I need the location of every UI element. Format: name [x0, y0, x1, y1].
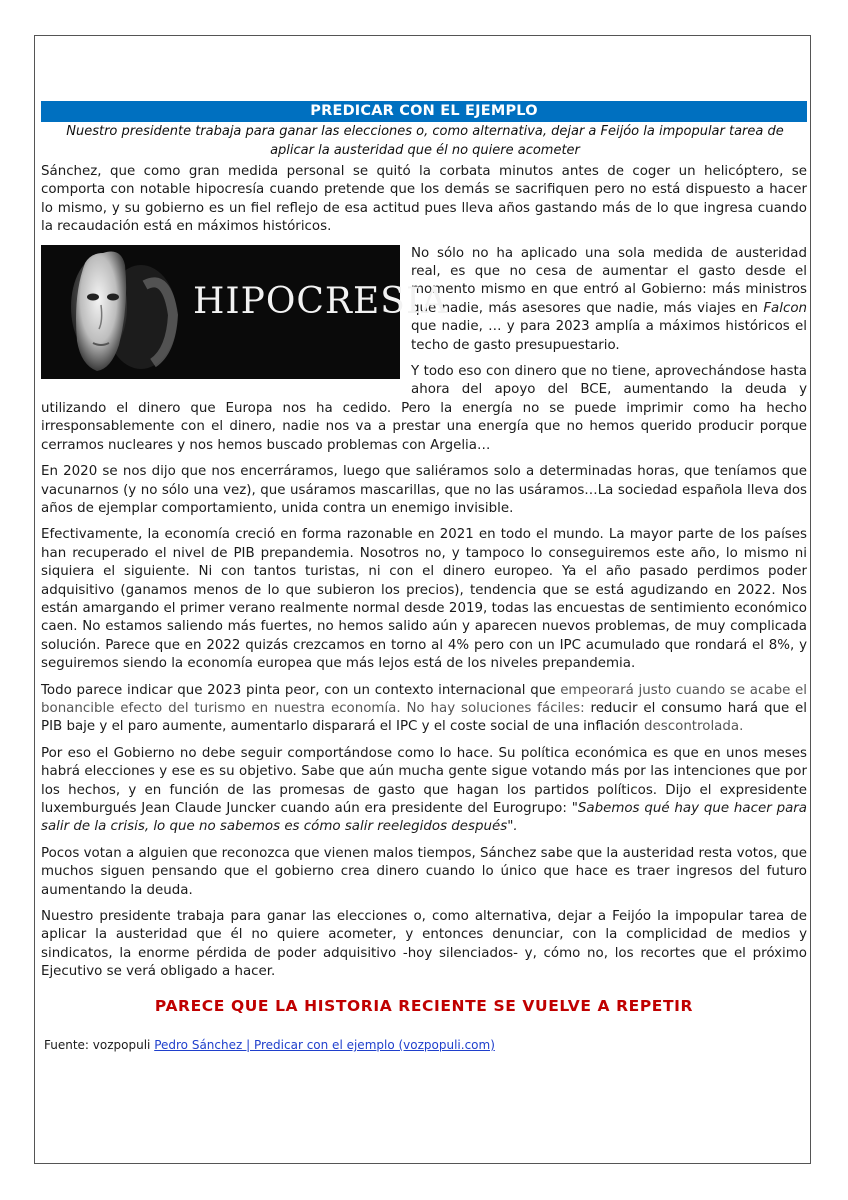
hipocresia-image: [41, 245, 449, 379]
image-caption-word: HIPOCRESIA: [193, 280, 449, 322]
p2-text-a: No sólo no ha aplicado una sola medida de austeridad real, es que no cesa de aumentar el gasto desde el momento mismo en que entró al Gobierno: más ministros que nadie, más asesores que nadie, más viajes en: [411, 245, 807, 316]
closing-headline: PARECE QUE LA HISTORIA RECIENTE SE VUELVE A REPETIR: [154, 997, 694, 1015]
p2-italic: Falcon: [763, 300, 807, 316]
paragraph-9: Nuestro presidente trabaja para ganar las elecciones o, como alternativa, dejar a Feijóo la impopular tarea de aplicar la austeridad que él no quiere acometer, y entonces denunciar, con la complicidad de medios y sindicatos, la enorme pérdida de poder adquisitivo -hoy silenciados- y, cómo no, los recortes que el próximo Ejecutivo se verá obligado a hacer.: [41, 909, 807, 980]
p7-text: Por eso el Gobierno no debe seguir comportándose como lo hace. Su política económica es que en unos meses habrá elecciones y ese es su objetivo. Sabe que aún mucha gente sigue votando más por las intenciones que por los hechos, y en función de las promesas de gasto que hagan los partidos políticos. Dijo el expresidente luxemburgués Jean Claude Juncker cuando aún era presidente del Eurogrupo:: [41, 745, 807, 816]
source-label: Fuente: vozpopuli: [44, 1038, 155, 1052]
article-title: PREDICAR CON EL EJEMPLO: [41, 101, 807, 122]
p6-text-b: reducir el consumo hará que el PIB baje y el paro aumente, aumentarlo disparará el IPC y el coste social de una inflación: [41, 700, 807, 735]
paragraph-4: En 2020 se nos dijo que nos encerráramos, luego que saliéramos solo a determinadas horas, que teníamos que vacunarnos (y no sólo una vez), que usáramos mascarillas, que no las usáramos…La sociedad española lleva dos años de ejemplar comportamiento, unida contra un enemigo invisible.: [41, 464, 807, 516]
p2-text-b: que nadie, … y para 2023 amplía a máximos históricos el techo de gasto presupuestario.: [411, 319, 807, 353]
p6-text-a: Todo parece indicar que 2023 pinta peor, con un contexto internacional que: [41, 682, 561, 698]
paragraph-6: [41, 682, 807, 737]
paragraph-5: Efectivamente, la economía creció en forma razonable en 2021 en todo el mundo. La mayor parte de los países han recuperado el nivel de PIB prepandemia. Nosotros no, y tampoco lo conseguiremos este año, lo mismo ni siquiera el siguiente. Ni con tantos turistas, ni con el dinero europeo. Ya el año pasado perdimos poder adquisitivo (ganamos menos de lo que subieron los precios), tendencia que se está agudizando en 2022. Nos están amargando el primer verano realmente normal desde 2019, todas las encuestas de sentimiento económico caen. No estamos saliendo más fuertes, no hemos salido aún y aparecen nuevos problemas, de muy complicada solución. Parece que en 2022 quizás crezcamos en torno al 4% pero con un IPC acumulado que rondará el 8%, y seguiremos siendo la economía europea que más lejos está de los niveles prepandemia.: [41, 527, 807, 672]
paragraph-1: Sánchez, que como gran medida personal se quitó la corbata minutos antes de coger un helicóptero, se comporta con notable hipocresía cuando pretende que los demás se sacrifiquen pero no está dispuesto a hacer lo mismo, y su gobierno es un fiel reflejo de esa actitud pues lleva años gastando más de lo que ingresa cuando la recaudación está en máximos históricos.: [41, 164, 807, 235]
juncker-quote: "Sabemos qué hay que hacer para salir de la crisis, lo que no sabemos es cómo salir reelegidos después".: [41, 801, 807, 835]
source-line: [44, 1038, 495, 1052]
paragraph-7: [41, 745, 807, 837]
article-subtitle: Nuestro presidente trabaja para ganar las elecciones o, como alternativa, dejar a Feijóo la impopular tarea de aplicar la austeridad que él no quiere acometer: [66, 124, 784, 158]
paragraph-8: Pocos votan a alguien que reconozca que vienen malos tiempos, Sánchez sabe que la austeridad resta votos, que muchos siguen pensando que el gobierno crea dinero cuando lo único que hace es traer ingresos del futuro aumentando la deuda.: [41, 845, 807, 898]
p6-text-grey: empeorará justo cuando se acabe el bonancible efecto del turismo en nuestra economía. No hay soluciones fáciles:: [41, 682, 808, 716]
source-link[interactable]: Pedro Sánchez | Predicar con el ejemplo (vozpopuli.com): [154, 1038, 495, 1052]
article-body: [41, 163, 807, 990]
paragraph-3: Y todo eso con dinero que no tiene, aprovechándose hasta ahora del apoyo del BCE, aumentando la deuda y utilizando el dinero que Europa nos ha cedido. Pero la energía no se puede imprimir como ha hecho irresponsablemente con el dinero, nadie nos va a prestar una energía que no hemos querido producir porque cerramos nucleares y nos hemos buscado problemas con Argelia…: [41, 364, 807, 453]
p6-text-grey-2: descontrolada.: [644, 719, 744, 735]
